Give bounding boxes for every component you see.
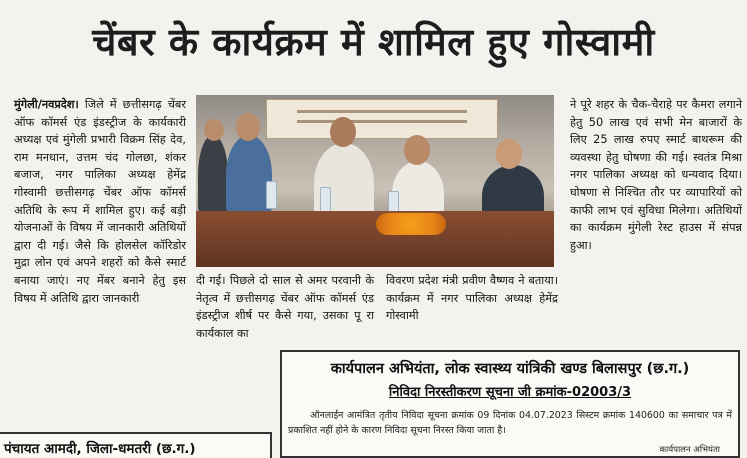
table <box>196 211 554 267</box>
article-column-left <box>14 96 186 307</box>
flower-garland <box>376 213 446 235</box>
notice-signature: कार्यपालन अभियंता <box>659 445 720 455</box>
article-column-mid2: विवरण प्रदेश मंत्री प्रवीण वैष्णव ने बताया। कार्यक्रम में नगर पालिका अध्यक्ष हेमेंद्र गोस्वामी <box>386 274 558 323</box>
bottom-notice-title: पंचायत आमदी, जिला-धमतरी (छ.ग.) <box>4 441 196 457</box>
dateline: मुंगेली/नवप्रदेश। <box>14 98 79 111</box>
notice-subtitle: निविदा निरस्तीकरण सूचना जी क्रमांक-02003/3 <box>388 385 632 400</box>
article-column-right: ने पूरे शहर के चैक-चैराहे पर कैमरा लगाने हेतु 50 लाख एवं सभी मेन बाजारों के लिए 25 लाख रुपए स्मार्ट बाथरूम की व्यवस्था हेतु घोषणा की गई। स्वतंत्र मिश्रा नगर पालिका अध्यक्ष को धन्यवाद दिया। घोषणा से निश्चित तौर पर व्यापारियों को काफी लाभ एवं सुविधा मिलेगा। अतिथियों का कार्यक्रम मुंगेली रेस्ट हाउस में संपन्न हुआ। <box>570 98 742 252</box>
article-text-left: जिले में छत्तीसगढ़ चेंबर ऑफ कॉमर्स एंड इंडस्ट्रीज के कार्यकारी अध्यक्ष एवं मुंगेली प्रभारी विक्रम सिंह देव, राम मनधान, उत्तम चंद गोलछा, शंकर बजाज, नगर पालिका अध्यक्ष हेमेंद्र गोस्वामी छत्तीसगढ़ चेंबर ऑफ कॉमर्स अतिथि के रूप में शामिल हुए। कई बड़ी योजनाओं के विषय में जानकारी अतिथियों द्वारा दी गई। जैसे कि होलसेल कॉरिडोर मुद्रा लोन एवं अपने शहरों को कैसे स्मार्ट बनाया जाएं। नए मेंबर बनाने हेतु इस विषय में अतिथि द्वारा जानकारी <box>14 98 186 305</box>
bottom-notice <box>0 432 272 458</box>
notice-body: ऑनलाईन आमंत्रित तृतीय निविदा सूचना क्रमांक 09 दिनांक 04.07.2023 सिस्टम क्रमांक 140600 का समाचार पत्र में प्रकाशित नहीं होने के कारण निविदा सूचना निरस्त किया जाता है। <box>288 410 732 436</box>
headline: चेंबर के कार्यक्रम में शामिल हुए गोस्वामी <box>92 19 655 64</box>
tender-notice <box>280 350 740 458</box>
stage-banner <box>266 99 498 139</box>
event-photo <box>196 95 554 267</box>
article-column-mid1: दी गई। पिछले दो साल से अमर परवानी के नेतृत्व में छत्तीसगढ़ चेंबर ऑफ कॉमर्स एंड इंडस्ट्रीज शीर्ष पर कैसे गया, उसका पू रा कार्यकाल का <box>196 274 374 340</box>
notice-title: कार्यपालन अभियंता, लोक स्वास्थ्य यांत्रिकी खण्ड बिलासपुर (छ.ग.) <box>330 361 690 377</box>
